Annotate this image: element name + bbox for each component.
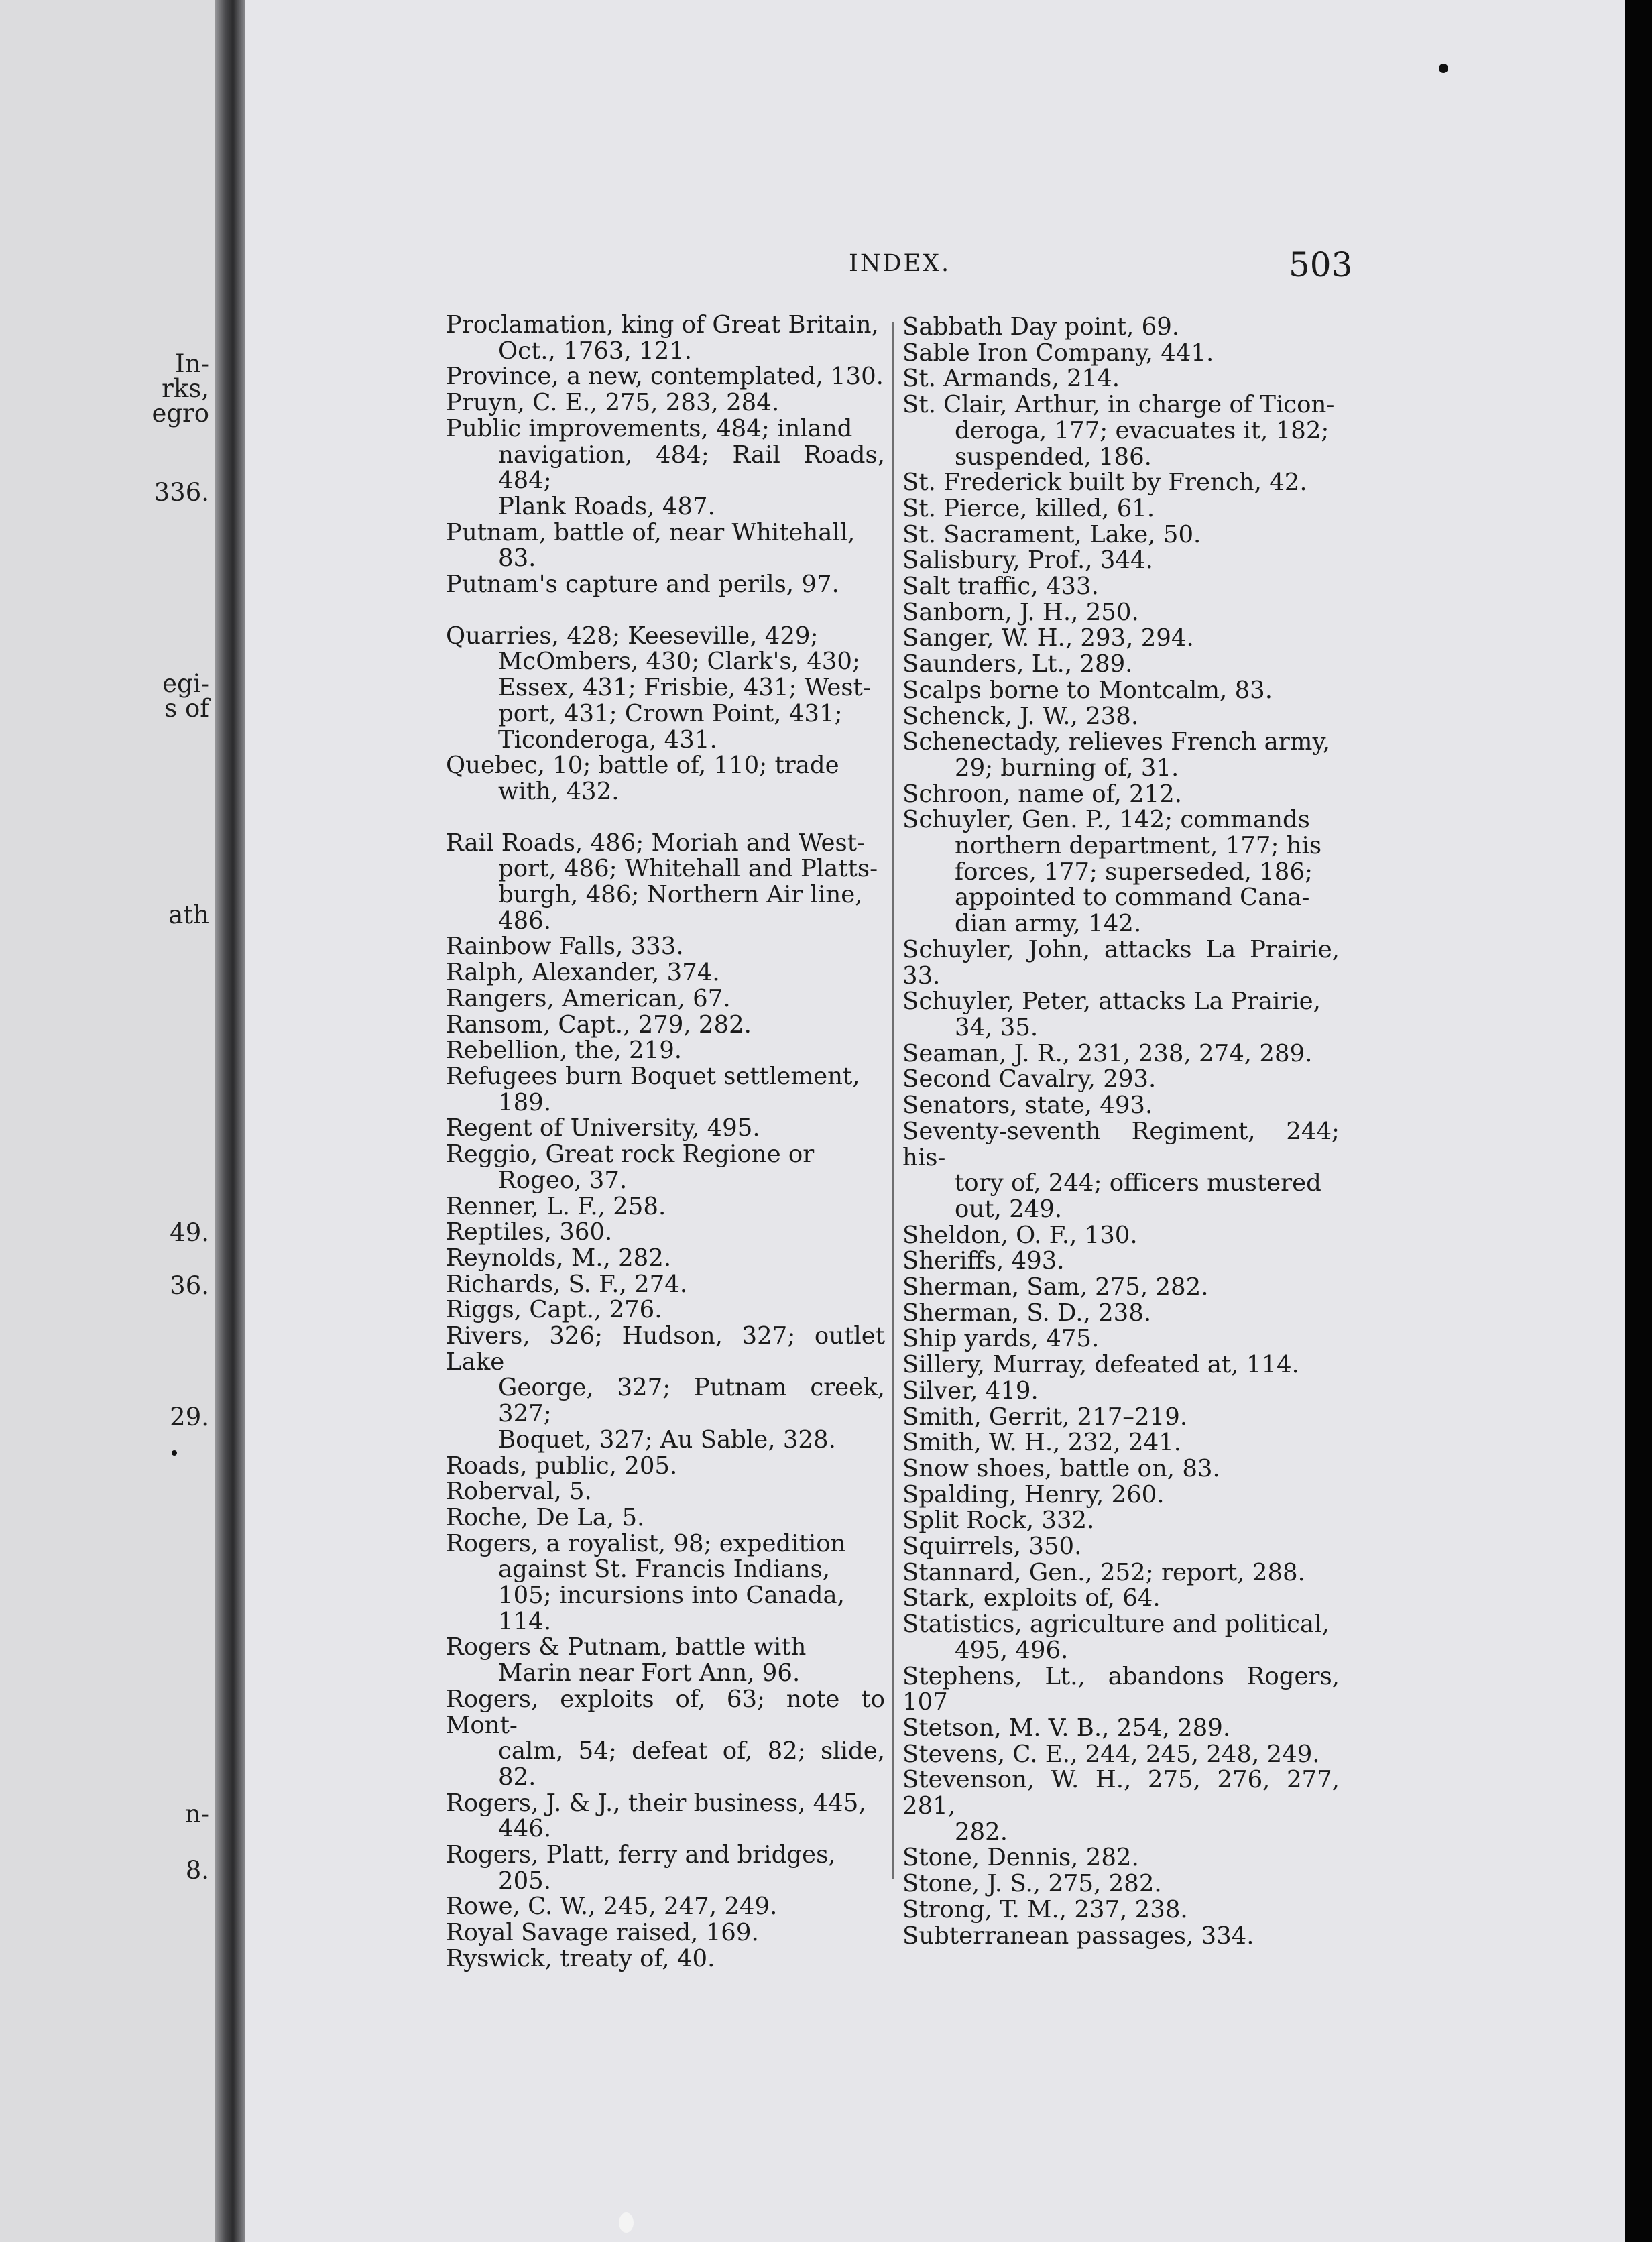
index-entry-continuation: Rogeo, 37. (498, 1166, 628, 1194)
index-entry (446, 1297, 885, 1323)
index-entry (902, 392, 1340, 470)
index-entry-heading: Senators, state, 493. (902, 1092, 1153, 1120)
index-entry (902, 1845, 1340, 1871)
index-entry-heading: Richards, S. F., 274. (446, 1270, 688, 1298)
index-entry (902, 989, 1340, 1041)
index-entry (446, 520, 885, 572)
index-entry-heading: Renner, L. F., 258. (446, 1192, 666, 1220)
index-entry (446, 1946, 885, 1972)
index-entry-heading: Seventy-seventh Regiment, 244; his- (902, 1117, 1340, 1171)
index-entry (446, 572, 885, 598)
index-entry-heading: Rogers, exploits of, 63; note to Mont- (446, 1685, 885, 1739)
index-entry-continuation: 205. (498, 1867, 552, 1895)
facing-page-fragment: ath (168, 900, 209, 929)
index-entry-continuation: out, 249. (955, 1195, 1063, 1223)
index-entry (446, 1505, 885, 1531)
index-entry-heading: Statistics, agriculture and political, (902, 1610, 1330, 1639)
index-entry-heading: Sanger, W. H., 293, 294. (902, 624, 1194, 652)
index-entry-heading: Smith, Gerrit, 217–219. (902, 1403, 1188, 1431)
index-entry-heading: Riggs, Capt., 276. (446, 1296, 662, 1324)
index-entry-heading: Rogers & Putnam, battle with (446, 1633, 807, 1661)
index-entry (446, 1894, 885, 1920)
page-number: 503 (1289, 245, 1353, 284)
index-column-right (902, 314, 1340, 1949)
index-entry (446, 1635, 885, 1686)
index-entry-heading: Regent of University, 495. (446, 1114, 760, 1142)
facing-page-fragment: n- (184, 1800, 209, 1828)
index-entry-heading: Stetson, M. V. B., 254, 289. (902, 1714, 1231, 1742)
index-entry (902, 937, 1340, 989)
index-entry (902, 1326, 1340, 1352)
index-entry-heading: Ryswick, treaty of, 40. (446, 1944, 715, 1972)
index-entry (902, 1871, 1340, 1897)
index-entry (902, 1041, 1340, 1067)
index-entry (446, 1142, 885, 1193)
index-entry-continuation: George, 327; Putnam creek, 327; (498, 1374, 885, 1428)
index-entry-heading: Royal Savage raised, 169. (446, 1919, 759, 1947)
index-entry-heading: Schuyler, Peter, attacks La Prairie, (902, 988, 1321, 1016)
index-entry-heading: Quarries, 428; Keeseville, 429; (446, 622, 819, 650)
index-entry (902, 600, 1340, 626)
index-entry (446, 1323, 885, 1454)
ink-speck (1439, 64, 1448, 73)
index-entry (902, 1612, 1340, 1663)
index-entry-continuation: dian army, 142. (955, 910, 1142, 938)
index-entry (446, 753, 885, 805)
index-entry-heading: Sillery, Murray, defeated at, 114. (902, 1351, 1299, 1379)
index-entry (446, 390, 885, 416)
index-entry-continuation: against St. Francis Indians, (498, 1555, 831, 1584)
index-entry (446, 364, 885, 390)
index-entry (446, 624, 885, 754)
index-entry-continuation: 34, 35. (955, 1013, 1039, 1041)
index-entry-heading: Roche, De La, 5. (446, 1503, 645, 1531)
index-entry-continuation: port, 431; Crown Point, 431; (498, 699, 843, 727)
ink-speck (172, 1450, 177, 1456)
index-entry-heading: Sable Iron Company, 441. (902, 339, 1214, 367)
index-entry-continuation: Ticonderoga, 431. (498, 725, 717, 754)
index-entry-heading: Strong, T. M., 237, 238. (902, 1895, 1188, 1924)
index-entry-continuation: Boquet, 327; Au Sable, 328. (498, 1425, 836, 1454)
facing-page-fragment: 36. (170, 1271, 209, 1300)
ink-speck (619, 2212, 634, 2233)
index-column-left (446, 312, 885, 1972)
index-entry-heading: Salisbury, Prof., 344. (902, 546, 1153, 575)
index-entry-heading: Sabbath Day point, 69. (902, 313, 1180, 341)
index-entry-heading: Stevens, C. E., 244, 245, 248, 249. (902, 1740, 1320, 1768)
facing-page-fragment: rks, (162, 374, 209, 403)
index-entry-continuation: forces, 177; superseded, 186; (955, 858, 1313, 886)
index-entry (446, 1220, 885, 1246)
index-entry (902, 1248, 1340, 1275)
index-entry-heading: Reptiles, 360. (446, 1218, 613, 1246)
index-entry (902, 626, 1340, 652)
index-entry (902, 1430, 1340, 1456)
index-entry-continuation: 486. (498, 906, 552, 935)
index-entry-continuation: 282. (955, 1818, 1008, 1846)
scan-border (1625, 0, 1652, 2242)
index-entry (902, 782, 1340, 808)
index-entry (446, 416, 885, 520)
index-entry-heading: Reggio, Great rock Regione or (446, 1140, 815, 1169)
index-entry (902, 1586, 1340, 1612)
index-entry-continuation: navigation, 484; Rail Roads, 484; (498, 440, 885, 495)
index-entry-heading: Salt traffic, 433. (902, 573, 1099, 601)
index-entry-continuation: deroga, 177; evacuates it, 182; (955, 416, 1330, 445)
index-entry-heading: St. Frederick built by French, 42. (902, 469, 1307, 497)
facing-page-fragment: s of (164, 694, 209, 723)
index-entry-heading: St. Armands, 214. (902, 365, 1120, 393)
index-entry-heading: Refugees burn Boquet settlement, (446, 1062, 860, 1090)
index-entry-continuation: 446. (498, 1815, 552, 1843)
index-entry (902, 1223, 1340, 1249)
index-entry-heading: Schenectady, relieves French army, (902, 728, 1331, 756)
index-entry (446, 934, 885, 960)
index-entry (902, 522, 1340, 548)
index-entry (902, 548, 1340, 574)
index-entry-heading: Squirrels, 350. (902, 1533, 1082, 1561)
index-entry-continuation: with, 432. (498, 777, 620, 805)
index-entry (902, 1534, 1340, 1560)
index-entry-heading: Stone, Dennis, 282. (902, 1844, 1139, 1872)
index-entry (902, 574, 1340, 600)
index-entry-continuation: Marin near Fort Ann, 96. (498, 1659, 801, 1688)
index-entry-continuation: McOmbers, 430; Clark's, 430; (498, 648, 860, 676)
index-entry-continuation: 495, 496. (955, 1636, 1069, 1664)
index-entry-heading: Scalps borne to Montcalm, 83. (902, 676, 1273, 704)
index-entry-heading: Schuyler, John, attacks La Prairie, 33. (902, 935, 1340, 990)
index-entry (902, 1897, 1340, 1924)
index-entry-continuation: burgh, 486; Northern Air line, (498, 881, 863, 909)
index-entry-heading: Public improvements, 484; inland (446, 414, 853, 442)
index-entry-heading: Split Rock, 332. (902, 1507, 1095, 1535)
index-entry-heading: Sheldon, O. F., 130. (902, 1221, 1138, 1249)
index-entry (902, 341, 1340, 367)
index-entry (902, 366, 1340, 392)
book-gutter (215, 0, 245, 2242)
index-entry-heading: Second Cavalry, 293. (902, 1065, 1157, 1094)
index-entry-heading: St. Clair, Arthur, in charge of Ticon- (902, 391, 1335, 419)
index-entry (902, 1067, 1340, 1093)
index-entry-heading: Rowe, C. W., 245, 247, 249. (446, 1893, 778, 1921)
index-entry (446, 1791, 885, 1842)
facing-page-fragment: 29. (170, 1403, 209, 1431)
index-entry (902, 807, 1340, 937)
index-entry-heading: Putnam's capture and perils, 97. (446, 571, 839, 599)
index-entry-heading: Rivers, 326; Hudson, 327; outlet Lake (446, 1322, 885, 1376)
index-entry-heading: Stone, J. S., 275, 282. (902, 1870, 1162, 1898)
index-entry-heading: Roads, public, 205. (446, 1452, 678, 1480)
index-entry (446, 1012, 885, 1039)
index-entry-heading: Rail Roads, 486; Moriah and West- (446, 829, 865, 857)
index-entry-heading: St. Sacrament, Lake, 50. (902, 520, 1201, 548)
index-entry-continuation: 105; incursions into Canada, (498, 1582, 845, 1610)
index-entry-continuation: northern department, 177; his (955, 832, 1322, 860)
index-entry-heading: Reynolds, M., 282. (446, 1244, 672, 1272)
index-entry-heading: Putnam, battle of, near Whitehall, (446, 518, 856, 546)
index-entry-heading: Sanborn, J. H., 250. (902, 598, 1139, 626)
index-entry-heading: Silver, 419. (902, 1376, 1039, 1405)
index-entry (446, 1479, 885, 1505)
facing-page-fragment: 8. (185, 1856, 209, 1885)
index-entry (902, 1508, 1340, 1534)
index-entry-continuation: 29; burning of, 31. (955, 754, 1179, 782)
facing-page-fragment: 336. (154, 478, 209, 507)
index-entry (446, 831, 885, 935)
index-entry (446, 1531, 885, 1635)
column-divider (892, 322, 894, 1879)
index-entry-heading: Rogers, a royalist, 98; expedition (446, 1529, 846, 1557)
index-entry (902, 496, 1340, 522)
index-entry-heading: Schuyler, Gen. P., 142; commands (902, 806, 1310, 834)
index-entry (902, 1482, 1340, 1509)
index-entry-heading: Proclamation, king of Great Britain, (446, 311, 879, 339)
index-entry (902, 314, 1340, 341)
index-entry (902, 1767, 1340, 1845)
index-entry-heading: Sherman, S. D., 238. (902, 1299, 1152, 1327)
index-entry-heading: Smith, W. H., 232, 241. (902, 1429, 1182, 1457)
index-entry (446, 312, 885, 364)
index-entry-heading: Schroon, name of, 212. (902, 780, 1183, 808)
index-entry-continuation: appointed to command Cana- (955, 884, 1310, 912)
index-entry (902, 1924, 1340, 1950)
index-entry (902, 1093, 1340, 1119)
index-entry-heading: Ship yards, 475. (902, 1325, 1100, 1353)
index-entry-heading: Saunders, Lt., 289. (902, 650, 1133, 678)
index-entry-heading: Ralph, Alexander, 374. (446, 959, 720, 987)
index-entry (902, 1275, 1340, 1301)
index-entry (902, 1456, 1340, 1482)
index-entry (902, 729, 1340, 781)
index-entry (446, 1272, 885, 1298)
index-entry (902, 1560, 1340, 1586)
index-entry (446, 986, 885, 1012)
index-entry (902, 1119, 1340, 1223)
index-entry (902, 1405, 1340, 1431)
index-entry (902, 652, 1340, 678)
index-entry-continuation: Plank Roads, 487. (498, 492, 715, 520)
index-entry-continuation: Oct., 1763, 121. (498, 337, 693, 365)
index-entry (902, 678, 1340, 704)
index-entry-heading: Roberval, 5. (446, 1478, 592, 1506)
index-entry-continuation: Essex, 431; Frisbie, 431; West- (498, 674, 871, 702)
index-entry (902, 1716, 1340, 1742)
index-entry-heading: Pruyn, C. E., 275, 283, 284. (446, 389, 780, 417)
index-entry-heading: Rangers, American, 67. (446, 984, 731, 1012)
index-entry-heading: Stevenson, W. H., 275, 276, 277, 281, (902, 1766, 1340, 1820)
index-entry-heading: Sheriffs, 493. (902, 1247, 1065, 1275)
index-entry-heading: Rebellion, the, 219. (446, 1037, 683, 1065)
index-entry (446, 1116, 885, 1142)
index-entry-heading: Seaman, J. R., 231, 238, 274, 289. (902, 1039, 1313, 1067)
index-entry (446, 1920, 885, 1946)
index-entry (902, 470, 1340, 496)
index-entry-heading: Spalding, Henry, 260. (902, 1480, 1165, 1509)
index-entry-heading: Stephens, Lt., abandons Rogers, 107 (902, 1662, 1340, 1716)
index-entry (902, 1664, 1340, 1716)
index-entry-heading: Schenck, J. W., 238. (902, 702, 1139, 730)
index-entry-heading: Province, a new, contemplated, 130. (446, 363, 884, 391)
running-head: INDEX. (849, 250, 951, 277)
index-entry (446, 960, 885, 986)
facing-page-fragment: 49. (170, 1218, 209, 1247)
index-entry-heading: Rogers, Platt, ferry and bridges, (446, 1841, 836, 1869)
index-entry-continuation: port, 486; Whitehall and Platts- (498, 855, 878, 883)
index-entry (446, 1038, 885, 1064)
facing-page (0, 0, 217, 2242)
index-entry-continuation: calm, 54; defeat of, 82; slide, 82. (498, 1737, 885, 1791)
index-entry-continuation: tory of, 244; officers mustered (955, 1169, 1321, 1197)
index-entry (446, 1454, 885, 1480)
facing-page-fragment: In- (175, 349, 209, 378)
index-entry (446, 1064, 885, 1116)
index-entry-heading: Stark, exploits of, 64. (902, 1584, 1161, 1612)
index-entry-continuation: suspended, 186. (955, 442, 1152, 471)
index-entry-continuation: 189. (498, 1088, 552, 1116)
index-entry (902, 704, 1340, 730)
index-entry (446, 1842, 885, 1894)
index-entry-heading: Quebec, 10; battle of, 110; trade (446, 752, 839, 780)
index-entry-heading: Snow shoes, battle on, 83. (902, 1454, 1220, 1482)
index-entry-continuation: 114. (498, 1607, 552, 1635)
index-entry-heading: Rogers, J. & J., their business, 445, (446, 1789, 866, 1817)
facing-page-fragment: egro (152, 399, 209, 428)
index-entry-heading: Rainbow Falls, 333. (446, 933, 684, 961)
index-entry-heading: St. Pierce, killed, 61. (902, 494, 1155, 522)
index-entry (902, 1742, 1340, 1768)
facing-page-fragment: egi- (162, 669, 209, 698)
index-entry-heading: Sherman, Sam, 275, 282. (902, 1273, 1209, 1301)
index-entry (446, 1246, 885, 1272)
index-entry-heading: Subterranean passages, 334. (902, 1922, 1254, 1950)
index-entry (902, 1301, 1340, 1327)
index-entry (902, 1352, 1340, 1378)
index-entry (446, 1687, 885, 1791)
index-entry (446, 1194, 885, 1220)
index-entry (902, 1378, 1340, 1405)
index-entry-heading: Ransom, Capt., 279, 282. (446, 1010, 752, 1039)
index-entry-heading: Stannard, Gen., 252; report, 288. (902, 1558, 1305, 1586)
index-entry-continuation: 83. (498, 544, 536, 573)
